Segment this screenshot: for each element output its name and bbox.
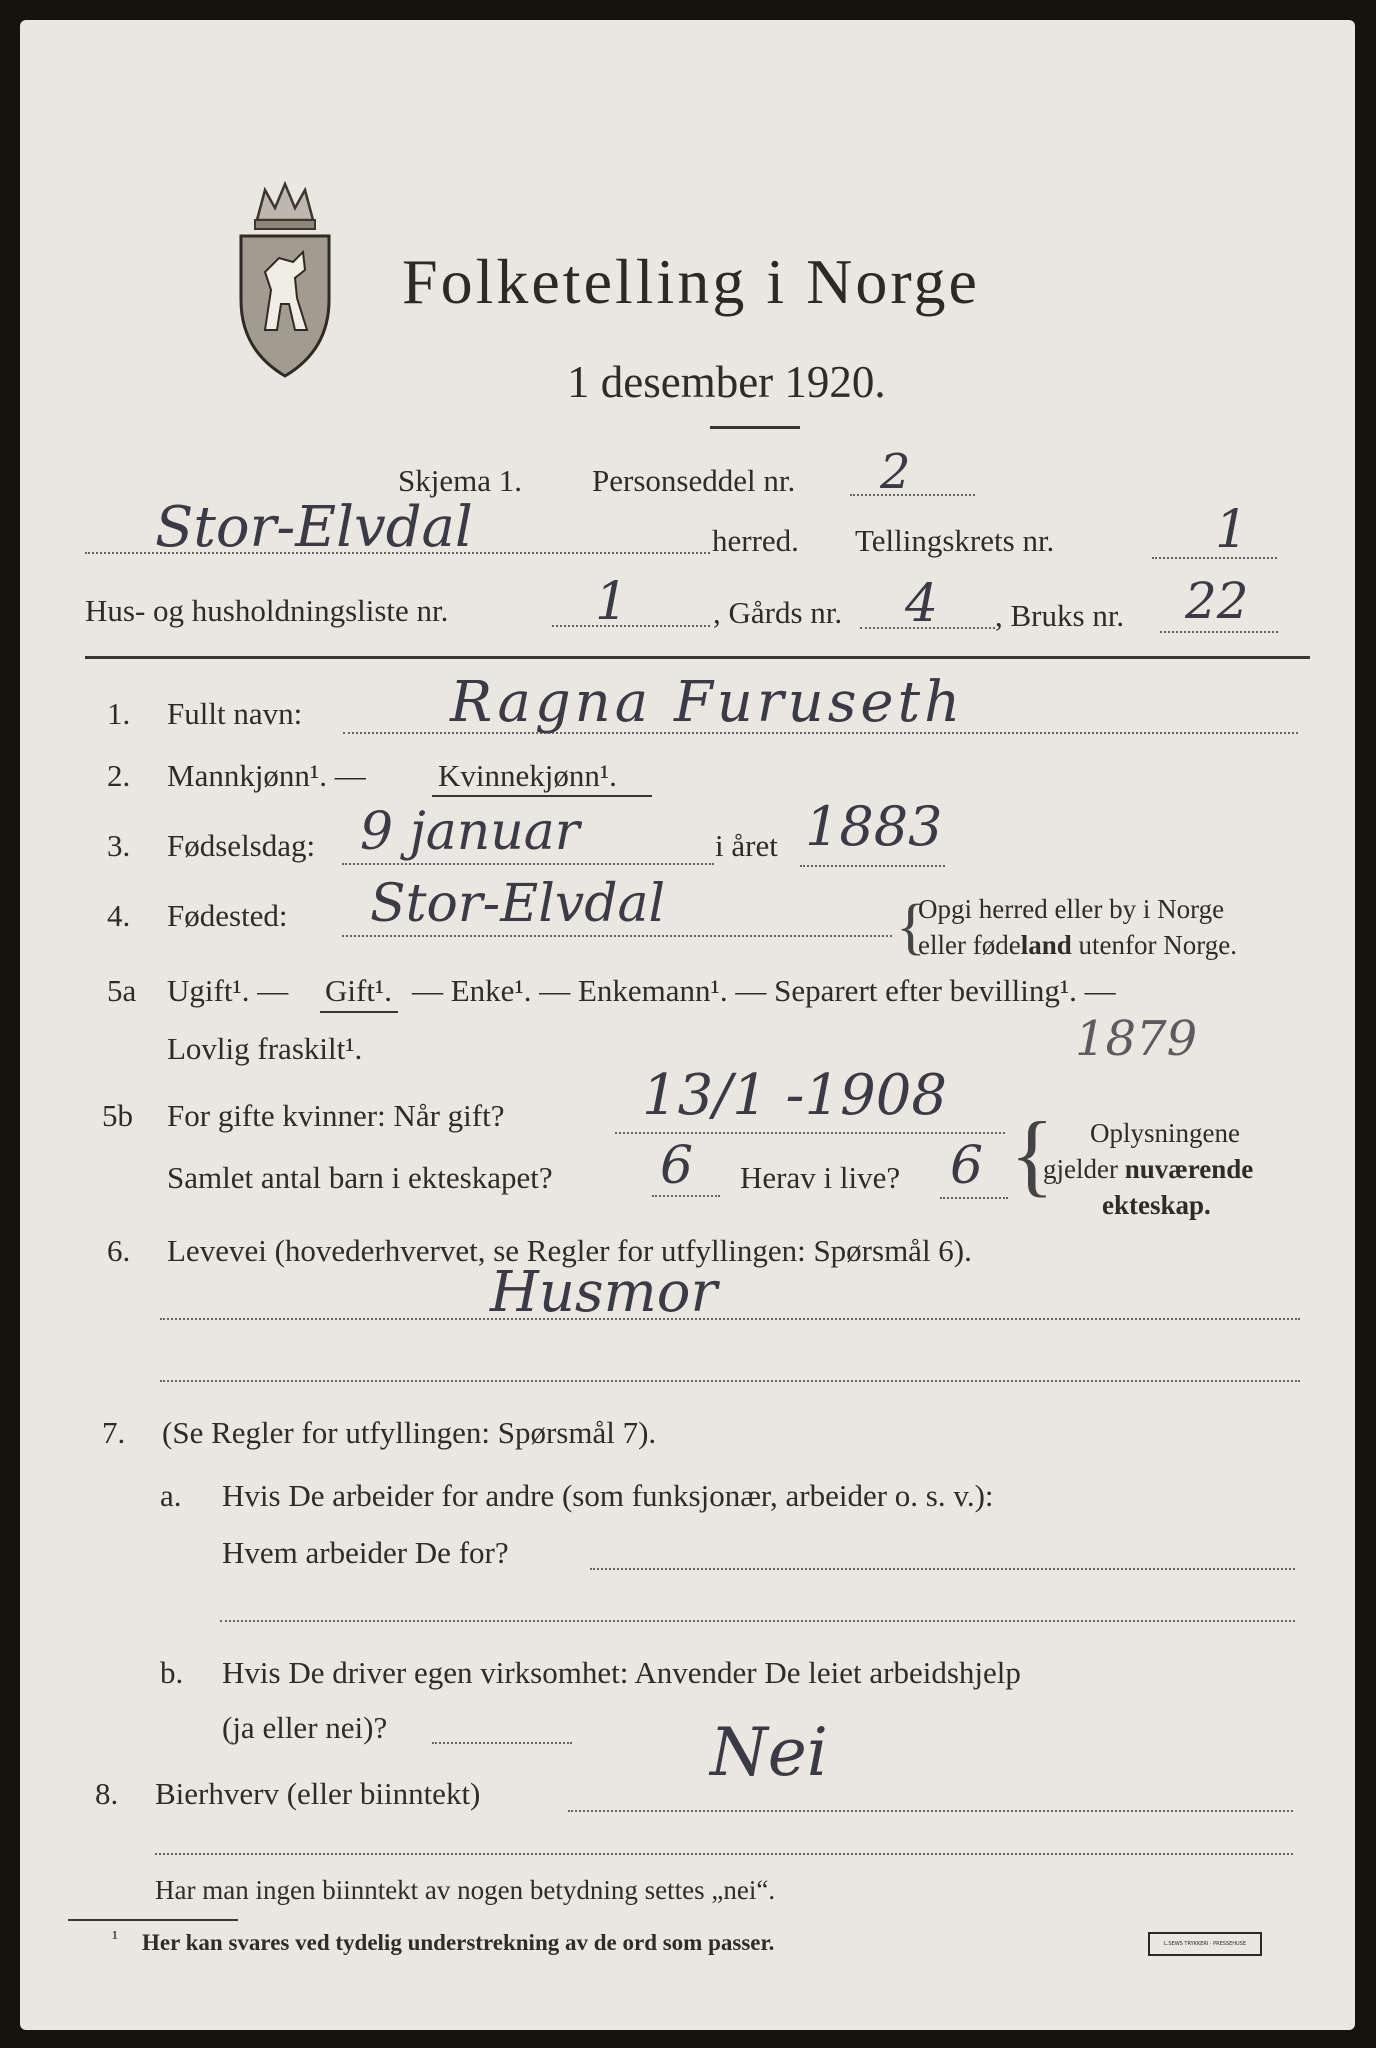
q5b-live-label: Herav i live? xyxy=(740,1160,901,1195)
printer-stamp-text: L.SEWS TRYKKERI · PRESSEHUSE xyxy=(1163,1941,1247,1947)
q5b-live-field xyxy=(940,1197,1008,1199)
footnote-text: Her kan svares ved tydelig understrekning av de ord som passer. xyxy=(142,1930,775,1955)
q4-answer: Stor-Elvdal xyxy=(370,874,666,934)
coat-of-arms-icon xyxy=(235,180,335,380)
personseddel-value: 2 xyxy=(880,444,911,500)
q8-field-2 xyxy=(155,1853,1293,1855)
gards-label: , Gårds nr. xyxy=(713,595,843,630)
q5b-barn-label: Samlet antal barn i ekteskapet? xyxy=(167,1160,553,1195)
q5b-note-line3: ekteskap. xyxy=(1102,1190,1211,1220)
q6-number: 6. xyxy=(107,1233,131,1268)
q3-day: 9 januar xyxy=(360,802,580,862)
herred-value: Stor-Elvdal xyxy=(155,495,473,560)
bruks-label: , Bruks nr. xyxy=(995,598,1125,633)
footnote-mark: ¹ xyxy=(112,1927,118,1949)
q2-kvinne: Kvinnekjønn¹. xyxy=(438,758,617,793)
q8-answer: Nei xyxy=(710,1714,828,1791)
q4-note-line1: Opgi herred eller by i Norge xyxy=(918,894,1225,924)
q7b-field xyxy=(432,1742,572,1744)
q1-number: 1. xyxy=(107,696,131,731)
q5a-gift-underline xyxy=(320,1011,398,1013)
q5a-rest: — Enke¹. — Enkemann¹. — Separert efter bevilling¹. — xyxy=(412,973,1116,1008)
q5a-margin-note: 1879 xyxy=(1075,1011,1198,1067)
q7b-question: (ja eller nei)? xyxy=(222,1710,388,1745)
q3-number: 3. xyxy=(107,828,131,863)
q7a-field-1 xyxy=(590,1568,1295,1570)
q6-answer: Husmor xyxy=(490,1260,718,1325)
form-title: Folketelling i Norge xyxy=(402,246,980,317)
q7b-text: Hvis De driver egen virksomhet: Anvender De leiet arbeidshjelp xyxy=(222,1655,1021,1690)
q5a-gift: Gift¹. xyxy=(325,973,392,1008)
herred-label: herred. xyxy=(712,523,799,558)
title-rule xyxy=(710,426,800,429)
tellingskrets-value: 1 xyxy=(1215,500,1249,560)
header-divider xyxy=(85,656,1310,659)
q5b-bracket: { xyxy=(1010,1103,1055,1205)
q4-number: 4. xyxy=(107,898,131,933)
footnote-rule xyxy=(68,1919,238,1921)
biinntekt-note: Har man ingen biinntekt av nogen betydning settes „nei“. xyxy=(155,1875,776,1905)
q7-number: 7. xyxy=(102,1415,126,1450)
q4-field xyxy=(342,935,892,937)
q5b-barn-value: 6 xyxy=(660,1136,694,1196)
printer-stamp xyxy=(1148,1932,1262,1956)
personseddel-field xyxy=(850,494,975,496)
q4-note-line2: eller fødeland utenfor Norge. xyxy=(918,930,1237,960)
q3-label: Fødselsdag: xyxy=(167,828,316,863)
q8-number: 8. xyxy=(95,1776,119,1811)
q7-label: (Se Regler for utfyllingen: Spørsmål 7). xyxy=(162,1415,657,1450)
q5b-note-line2: gjelder nuværende xyxy=(1043,1154,1254,1184)
q7a-letter: a. xyxy=(160,1478,182,1513)
q4-label: Fødested: xyxy=(167,898,288,933)
q8-field xyxy=(568,1810,1293,1812)
q5b-field xyxy=(615,1132,1005,1134)
personseddel-label: Personseddel nr. xyxy=(592,463,796,498)
q6-field-2 xyxy=(160,1380,1300,1382)
q5a-ugift: Ugift¹. — xyxy=(167,973,289,1008)
q3-year-field xyxy=(800,865,945,867)
q1-answer: Ragna Furuseth xyxy=(450,670,965,735)
hus-value: 1 xyxy=(595,572,629,632)
q3-day-field xyxy=(342,863,714,865)
bruks-field xyxy=(1160,631,1278,633)
q5b-live-value: 6 xyxy=(950,1136,984,1196)
q8-label: Bierhverv (eller biinntekt) xyxy=(155,1776,481,1811)
q5b-number: 5b xyxy=(102,1098,133,1133)
q6-field-1 xyxy=(160,1318,1300,1320)
q1-label: Fullt navn: xyxy=(167,696,303,731)
q2-kvinne-underline xyxy=(432,795,652,797)
q6-label: Levevei (hovederhvervet, se Regler for utfyllingen: Spørsmål 6). xyxy=(167,1233,972,1268)
bruks-value: 22 xyxy=(1185,572,1249,630)
q4-bracket: { xyxy=(896,893,926,961)
q5b-note-line1: Oplysningene xyxy=(1090,1118,1240,1148)
q7a-field-2 xyxy=(220,1620,1295,1622)
q3-year-label: i året xyxy=(715,828,778,863)
q5b-label: For gifte kvinner: Når gift? xyxy=(167,1098,505,1133)
q2-number: 2. xyxy=(107,758,131,793)
hus-label: Hus- og husholdningsliste nr. xyxy=(85,593,449,628)
q3-year: 1883 xyxy=(805,795,943,858)
census-form-page xyxy=(20,20,1355,2030)
hus-field xyxy=(552,625,710,627)
q5a-number: 5a xyxy=(107,973,137,1008)
census-date: 1 desember 1920. xyxy=(567,357,886,407)
tellingskrets-label: Tellingskrets nr. xyxy=(855,523,1055,558)
q5a-line2: Lovlig fraskilt¹. xyxy=(167,1031,363,1066)
skjema-label: Skjema 1. xyxy=(398,463,522,498)
q7b-letter: b. xyxy=(160,1655,184,1690)
q7a-question: Hvem arbeider De for? xyxy=(222,1535,509,1570)
q2-mann: Mannkjønn¹. — xyxy=(167,758,366,793)
q7a-text: Hvis De arbeider for andre (som funksjonær, arbeider o. s. v.): xyxy=(222,1478,994,1513)
gards-value: 4 xyxy=(905,574,939,634)
q5b-answer: 13/1 -1908 xyxy=(642,1063,947,1128)
